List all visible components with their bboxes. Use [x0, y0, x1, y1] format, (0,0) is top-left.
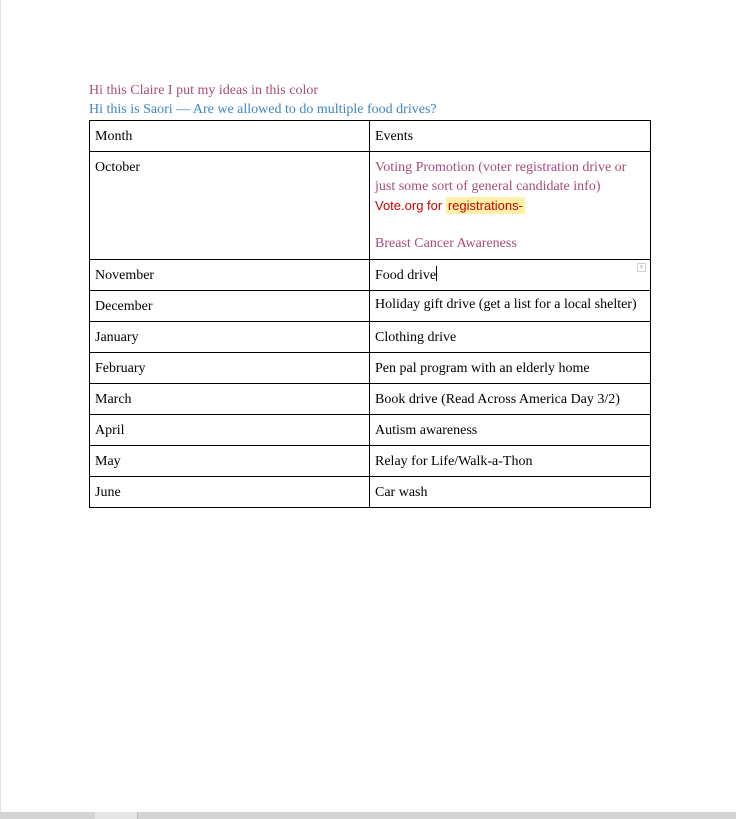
month-cell-january[interactable]: January: [90, 322, 370, 353]
month-cell-february[interactable]: February: [90, 353, 370, 384]
event-cell-november[interactable]: [370, 260, 651, 291]
month-cell-may[interactable]: May: [90, 446, 370, 477]
table-row-november: [90, 260, 651, 291]
table-row-april: [90, 415, 651, 446]
vote-org-line: [375, 196, 645, 215]
event-voting-promotion: Voting Promotion (voter registration drive or just some sort of general candidate info): [375, 160, 627, 194]
event-food-drive: Food drive: [375, 268, 437, 283]
table-row-january: [90, 322, 651, 353]
month-cell-april[interactable]: April: [90, 415, 370, 446]
event-cell-may[interactable]: Relay for Life/Walk-a-Thon: [370, 446, 651, 477]
events-table: [89, 120, 651, 508]
month-header[interactable]: Month: [90, 121, 370, 152]
table-row-october: [90, 152, 651, 260]
month-cell-march[interactable]: March: [90, 384, 370, 415]
event-cell-october[interactable]: [370, 152, 651, 260]
event-cell-april[interactable]: Autism awareness: [370, 415, 651, 446]
scrollbar-thumb[interactable]: [95, 812, 138, 819]
registrations-highlight: registrations-: [447, 198, 523, 213]
table-row-march: [90, 384, 651, 415]
month-cell-october[interactable]: October: [90, 152, 370, 260]
text-cursor: [436, 266, 437, 281]
month-cell-november[interactable]: November: [90, 260, 370, 291]
event-cell-january[interactable]: Clothing drive: [370, 322, 651, 353]
blank-line: [375, 215, 645, 234]
month-cell-december[interactable]: December: [90, 291, 370, 322]
vote-org-text: Vote.org for: [375, 198, 446, 213]
saori-note[interactable]: Hi this is Saori — Are we allowed to do multiple food drives?: [89, 102, 437, 117]
table-row-february: [90, 353, 651, 384]
event-breast-cancer-awareness: Breast Cancer Awareness: [375, 236, 517, 251]
table-header-row: [90, 121, 651, 152]
events-header[interactable]: Events: [370, 121, 651, 152]
event-cell-march[interactable]: Book drive (Read Across America Day 3/2): [370, 384, 651, 415]
table-row-june: [90, 477, 651, 508]
horizontal-scrollbar[interactable]: [0, 812, 736, 819]
row-menu-icon[interactable]: ▾: [637, 263, 646, 272]
event-cell-february[interactable]: Pen pal program with an elderly home: [370, 353, 651, 384]
event-cell-june[interactable]: Car wash: [370, 477, 651, 508]
table-row-december: [90, 291, 651, 322]
claire-note[interactable]: Hi this Claire I put my ideas in this color: [89, 83, 319, 98]
month-cell-june[interactable]: June: [90, 477, 370, 508]
event-cell-december[interactable]: Holiday gift drive (get a list for a local shelter): [370, 291, 651, 322]
table-row-may: [90, 446, 651, 477]
